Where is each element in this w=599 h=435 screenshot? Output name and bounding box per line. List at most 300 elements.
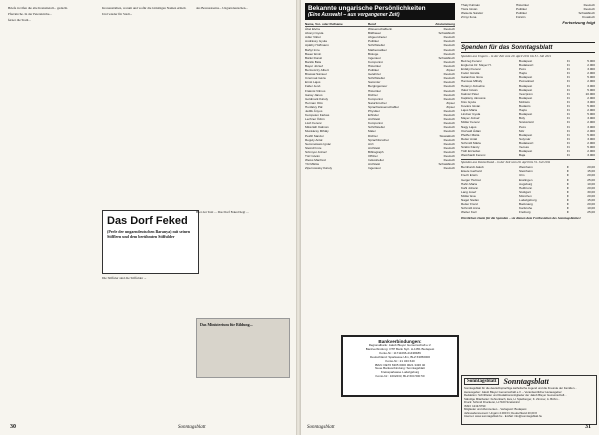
- table-cell: Lindner Gyula: [461, 112, 481, 117]
- table-cell: Architekt: [368, 145, 381, 150]
- table-cell: Budapest: [519, 83, 533, 88]
- table-cell: Ft: [567, 136, 570, 141]
- table-cell: Physiker: [368, 108, 380, 113]
- table-cell: Ihász István: [461, 87, 478, 92]
- table-cell: Ft: [567, 67, 570, 72]
- table-row: [461, 153, 595, 157]
- persons-section: [305, 3, 455, 333]
- bank-lines: [343, 344, 457, 379]
- table-cell: Komponist: [368, 96, 383, 101]
- table-cell: 3.000: [587, 153, 595, 158]
- table-cell: Deutsch: [443, 125, 455, 130]
- table-cell: Bayer József: [305, 63, 323, 68]
- table-cell: Politiker: [516, 11, 528, 16]
- table-cell: Ernst Lajos: [305, 80, 321, 85]
- table-cell: 3.000: [587, 136, 595, 141]
- table-cell: Historiker: [368, 63, 382, 68]
- table-cell: Jedlik Ányos: [305, 108, 323, 113]
- persons-col-origin: Abstammung: [435, 22, 455, 26]
- table-cell: Abgeordneter: [368, 35, 387, 40]
- table-cell: Heilbronn: [519, 185, 533, 190]
- table-cell: Ft: [567, 99, 570, 104]
- table-cell: Bergingenieur: [368, 84, 388, 89]
- table-cell: Munkácsy Mihály: [305, 129, 329, 134]
- brand-footer-left: Sonntagsblatt: [178, 425, 206, 430]
- table-cell: Sprachwissenschaftler: [368, 104, 399, 109]
- table-cell: Bartók Béla: [305, 59, 321, 64]
- donations-table-2: [461, 165, 595, 214]
- page-number-right: 31: [585, 424, 591, 430]
- table-cell: Hetényi Józsefné: [461, 83, 485, 88]
- table-cell: 3.000: [587, 124, 595, 129]
- table-cell: Deutsch: [443, 39, 455, 44]
- table-cell: 2.000: [587, 71, 595, 76]
- text-line: Jahresabonnement: Ungarn 2.000 Ft; Deutschland 20,00 €: [464, 410, 537, 415]
- table-cell: Reguly Antal: [305, 137, 323, 142]
- table-cell: Architekt: [368, 117, 381, 122]
- table-cell: Tisza István: [461, 7, 478, 12]
- table-cell: Ft: [567, 116, 570, 121]
- table-cell: Türr István: [305, 154, 320, 158]
- persons-col-name: Name, Vor- oder Rufname: [305, 22, 343, 26]
- table-cell: Solymár: [519, 136, 531, 141]
- table-cell: Budakeszi: [519, 140, 534, 145]
- table-cell: 30,00: [587, 189, 595, 194]
- persons-table: [305, 22, 455, 170]
- table-cell: Historiker: [368, 88, 382, 93]
- table-cell: Goldmark Károly: [305, 96, 329, 101]
- table-cell: Lang Josef: [461, 189, 477, 194]
- table-cell: Stuttgart: [519, 189, 531, 194]
- table-cell: 10.000: [585, 91, 595, 96]
- left-col1-para: Briefe in Ofen die alte Kreismetall... gedacht.: [8, 6, 69, 10]
- table-cell: Maler: [368, 129, 376, 134]
- table-cell: €: [567, 189, 569, 194]
- feked-article-box: [102, 210, 199, 274]
- table-cell: Eisele Gerhard: [461, 169, 482, 174]
- table-cell: Schriftsteller: [368, 43, 386, 48]
- table-cell: Deutsch: [443, 43, 455, 48]
- table-cell: 2.000: [587, 140, 595, 145]
- table-cell: Deutsch: [583, 3, 595, 7]
- table-cell: Weinheim: [519, 165, 533, 170]
- table-cell: Bibliograph: [368, 149, 384, 154]
- table-cell: Sprachforscher: [368, 137, 389, 142]
- table-cell: Deutsch: [443, 113, 455, 118]
- table-cell: Herman Ottó: [305, 100, 323, 105]
- table-cell: 25,00: [587, 177, 595, 182]
- table-cell: 2.000: [587, 79, 595, 84]
- table-cell: 25,00: [587, 210, 595, 215]
- persons-table-continued: [461, 3, 595, 25]
- table-cell: Apáthy Hoffmann: [305, 43, 329, 48]
- table-cell: €: [567, 202, 569, 207]
- left-page: [0, 0, 296, 435]
- table-cell: Zipernowsky Károly: [305, 166, 332, 171]
- table-cell: Deutsch: [443, 80, 455, 85]
- persons-rows: [305, 27, 455, 170]
- table-cell: Fraknói Vilmos: [305, 88, 326, 93]
- table-cell: Mathematiker: [368, 47, 387, 52]
- table-cell: Bauer Ervin: [305, 51, 322, 56]
- table-cell: Ft: [567, 128, 570, 133]
- imprint-box: [461, 375, 597, 425]
- table-cell: Kapitány Jánosné: [461, 95, 486, 100]
- table-cell: Abonyi Gyula: [305, 31, 324, 36]
- left-col3-para: des Bewusstseins... Ungarndeutschen...: [196, 6, 248, 10]
- brand-footer-right: Sonntagsblatt: [307, 425, 335, 430]
- table-cell: Kovács István: [461, 104, 481, 109]
- table-cell: Ft: [567, 120, 570, 125]
- table-cell: Deutsch: [443, 96, 455, 101]
- table-cell: 20,00: [587, 185, 595, 190]
- table-cell: 20,00: [587, 173, 595, 178]
- table-cell: Deutsch: [443, 145, 455, 150]
- table-cell: Budakeszi: [519, 63, 534, 68]
- left-column-1: [8, 6, 96, 426]
- donations-footer: Herzlichen Dank für die Spenden – sie dienen dem Fortbestehen des Sonntagsblattes!: [461, 216, 582, 221]
- table-cell: Reiter Franz: [461, 202, 479, 207]
- table-cell: €: [567, 165, 569, 170]
- table-cell: Schriftsteller: [368, 76, 386, 81]
- table-cell: Reiter Antal: [461, 136, 477, 141]
- table-cell: Deutsch: [443, 47, 455, 52]
- table-cell: Czermak Géza: [305, 76, 326, 81]
- table-cell: Bildhauer: [368, 31, 382, 36]
- table-cell: Ulm: [519, 173, 525, 178]
- table-cell: 2.000: [587, 120, 595, 125]
- table-cell: Deutsch: [443, 51, 455, 56]
- persons-footer: Fortsetzung folgt: [562, 20, 595, 26]
- table-cell: Deutsch: [443, 88, 455, 93]
- table-cell: 15,00: [587, 198, 595, 202]
- table-cell: Budapest: [519, 87, 533, 92]
- table-cell: Deutsch: [443, 27, 455, 32]
- table-cell: €: [567, 206, 569, 211]
- table-cell: €: [567, 185, 569, 190]
- text-line: Druck: Schmid Druckerei, H-7100 Szekszárd: [464, 400, 520, 404]
- table-cell: Ft: [567, 108, 570, 113]
- table-cell: Kalmár Péter: [461, 91, 480, 96]
- table-cell: Bernhardt Jakob: [461, 165, 484, 170]
- table-cell: Oszvald Ádám: [461, 128, 482, 133]
- text-line: Konto-Nr.: 11711096-21438489: [379, 350, 421, 355]
- table-cell: 2.000: [587, 63, 595, 68]
- persons-header-bar: [305, 3, 455, 20]
- donations-table: [461, 59, 595, 157]
- left-col2-para: Kronenstädten, warum und wofür die Gläubigen Namen erhielt.: [102, 6, 187, 10]
- table-cell: €: [567, 210, 569, 215]
- table-cell: Schwäbisch: [438, 31, 455, 36]
- text-line: Herausgeber: Jakob Bleyer Gemeinschaft e.V. – Verantwortlicher Herausgeber:: [464, 389, 563, 394]
- table-cell: Pécsvárad: [519, 79, 534, 84]
- table-cell: Deutsch: [443, 137, 455, 142]
- table-cell: Kiss Gyula: [461, 99, 476, 104]
- table-cell: €: [567, 193, 569, 198]
- table-cell: Hajós: [519, 108, 527, 113]
- table-cell: Geiger Helmut: [461, 177, 481, 182]
- table-cell: 3.000: [587, 99, 595, 104]
- table-cell: Szekszárd: [519, 120, 534, 125]
- table-cell: Esslingen: [519, 177, 533, 182]
- table-cell: Sammler: [368, 80, 381, 85]
- table-cell: Dichter: [368, 92, 378, 97]
- table-cell: Architekt: [368, 162, 381, 167]
- feked-subtitle: (Perle der ungarndeutschen Baranya) mit seinen Stifflern und dem berühmten Stiffulder: [107, 229, 190, 239]
- text-line: ISSN: 1219-5790: [464, 403, 486, 408]
- table-cell: Weiss Manfréd: [305, 158, 326, 163]
- table-cell: Ft: [567, 140, 570, 145]
- table-cell: Galambos Ilona: [461, 75, 483, 80]
- table-cell: Budapest: [519, 59, 533, 63]
- table-cell: Weinhardt Ferenc: [461, 153, 486, 158]
- persons-rows-2: [461, 3, 595, 19]
- table-cell: Steinheim: [519, 169, 533, 174]
- table-cell: 5.000: [587, 112, 595, 117]
- table-cell: Ft: [567, 144, 570, 149]
- table-cell: Bezzeg Ferenc: [461, 59, 482, 63]
- table-cell: Schmidt Anna: [461, 206, 481, 211]
- table-cell: Hahn Maria: [461, 181, 477, 186]
- table-cell: Ft: [567, 124, 570, 129]
- table-cell: Veszprém: [519, 91, 533, 96]
- table-cell: Arzt: [368, 141, 374, 146]
- table-cell: Kahl Johann: [461, 185, 479, 190]
- table-cell: 15,00: [587, 169, 595, 174]
- table-cell: Thaly Kálmán: [461, 3, 480, 7]
- table-cell: 10,00: [587, 206, 595, 211]
- table-cell: €: [567, 173, 569, 178]
- table-row: [461, 15, 595, 19]
- table-cell: Ingenieur: [368, 55, 381, 60]
- table-cell: Backnang: [519, 202, 533, 207]
- table-cell: Politiker: [368, 39, 380, 44]
- table-cell: Ludwigsburg: [519, 198, 537, 202]
- table-cell: Ft: [567, 71, 570, 76]
- table-cell: 2.000: [587, 149, 595, 154]
- table-cell: Deutsch: [443, 84, 455, 89]
- table-cell: Andrássy Gyula: [305, 39, 327, 44]
- table-cell: Deutsch: [443, 72, 455, 77]
- donations-title: Spenden für das Sonntagsblatt: [461, 42, 595, 53]
- table-cell: Deutsch: [443, 154, 455, 158]
- table-cell: Frech Erwin: [461, 173, 478, 178]
- table-cell: Offizier: [368, 154, 378, 158]
- table-cell: Vecsés: [519, 144, 529, 149]
- table-cell: €: [567, 181, 569, 186]
- table-cell: Fodor Gizella: [461, 71, 480, 76]
- table-cell: Baja: [519, 153, 526, 158]
- table-cell: 5.000: [587, 59, 595, 63]
- table-cell: €: [567, 169, 569, 174]
- table-cell: Schwäbisch: [438, 162, 455, 167]
- table-cell: Politiker: [516, 7, 528, 12]
- table-cell: Szinnyei József: [305, 149, 327, 154]
- donations-section: [461, 42, 595, 372]
- gray-info-box: [196, 318, 290, 378]
- table-cell: Augsburg: [519, 181, 533, 186]
- table-cell: Szabó Károly: [461, 144, 480, 149]
- table-cell: Zipser: [446, 104, 455, 109]
- table-cell: Slowakisch: [439, 133, 455, 138]
- table-row: [305, 166, 455, 170]
- table-cell: Garay János: [305, 92, 323, 97]
- table-cell: Naturforscher: [368, 100, 387, 105]
- table-cell: Petőfi Sándor: [305, 133, 324, 138]
- table-cell: Semmelweis Ignác: [305, 141, 331, 146]
- table-cell: 3.000: [587, 83, 595, 88]
- table-cell: Lechner Ödön: [305, 117, 325, 122]
- right-page: [301, 0, 599, 435]
- table-cell: Wekerle Sándor: [461, 11, 484, 16]
- table-cell: Komponist: [368, 121, 383, 126]
- table-cell: Deutsch: [443, 149, 455, 154]
- table-cell: Deutsch: [443, 166, 455, 171]
- table-cell: Biologe: [368, 51, 379, 56]
- table-cell: Hunfalvy Pál: [305, 104, 323, 109]
- table-cell: €: [567, 177, 569, 182]
- table-cell: Ábel Elvira: [305, 27, 320, 32]
- left-column-2-lower: [102, 276, 192, 426]
- table-cell: Ft: [567, 95, 570, 100]
- table-cell: Ft: [567, 91, 570, 96]
- table-cell: Ft: [567, 153, 570, 158]
- table-cell: Schmidt Mária: [461, 140, 481, 145]
- feked-body: Die Stiffuler sind die Stiffulder ...: [102, 276, 147, 280]
- table-cell: Deutsch: [443, 76, 455, 81]
- table-cell: Ft: [567, 59, 570, 63]
- table-cell: Hajós: [519, 71, 527, 76]
- text-line: Ständige Mitarbeiter: Fehrenbach, Eva, H. Spielberger, K. Zimmer, A. Böhm...: [464, 396, 560, 401]
- page-number-left: 30: [10, 424, 16, 430]
- table-cell: 2.000: [587, 128, 595, 133]
- table-cell: 5.000: [587, 104, 595, 109]
- table-cell: Deutsch: [583, 7, 595, 12]
- table-cell: Karlsruhe: [519, 206, 533, 211]
- donations-subtitle-2: Spenden aus Deutschland – in der Zeit vom 20. April bis 31. Juli 2011: [461, 159, 595, 164]
- imprint-logo: Sonntagsblatt: [464, 378, 499, 385]
- table-cell: Komponist: [368, 59, 383, 64]
- text-line: Kreissparkasse Ludwigsburg: [380, 370, 420, 375]
- table-cell: München: [519, 193, 532, 198]
- table-cell: Steindl Imre: [305, 145, 322, 150]
- table-cell: Deutsch: [443, 92, 455, 97]
- table-cell: Bahyl Imre: [305, 47, 320, 52]
- table-cell: Kempelen Farkas: [305, 113, 330, 118]
- table-cell: Deutsch: [443, 108, 455, 113]
- table-cell: Fürstin: [516, 15, 526, 20]
- table-cell: 5.000: [587, 87, 595, 92]
- table-cell: €: [567, 198, 569, 202]
- table-cell: 3.000: [587, 67, 595, 72]
- table-cell: 20,00: [587, 165, 595, 170]
- left-col1-para: ferner die Stadt...: [8, 18, 31, 23]
- table-cell: Budapest: [519, 149, 533, 154]
- table-cell: Ft: [567, 149, 570, 154]
- table-cell: Ingenieur: [368, 166, 381, 171]
- table-cell: Müller Eva: [461, 193, 476, 198]
- text-line: Konto-Nr.: 21 343 640: [385, 358, 415, 363]
- imprint-lines: [462, 387, 596, 419]
- left-column-2: [102, 6, 190, 206]
- table-cell: Deutsch: [443, 35, 455, 40]
- persons-subtitle: (Eine Auswahl – aus vergangener Zeit): [308, 12, 400, 18]
- table-cell: Faller Jenő: [305, 84, 321, 89]
- table-cell: Budapest: [519, 95, 533, 100]
- table-cell: 2.000: [587, 108, 595, 113]
- table-cell: Tóth Erzsébet: [461, 149, 481, 154]
- table-cell: 10,00: [587, 181, 595, 186]
- table-cell: Schriftsteller: [368, 125, 386, 130]
- table-cell: Kroatisch: [582, 15, 595, 20]
- table-cell: Lajos Mária: [461, 108, 477, 113]
- table-cell: Berzeviczy Albert: [305, 68, 329, 73]
- text-line: Sonntagsblatt für die deutschsprachige katholische Jugend und die Freunde der Familien...: [464, 386, 577, 390]
- table-cell: Adler Viktor: [305, 35, 321, 40]
- feked-title: Das Dorf Feked: [107, 215, 188, 227]
- persons-title: Bekannte ungarische Persönlichkeiten: [308, 5, 426, 12]
- table-cell: Deutsch: [443, 63, 455, 68]
- donations-subtitle: Spenden aus Ungarn – in der Zeit vom 20. April 2011 bis 31. Juli 2011: [461, 54, 552, 58]
- text-line: Regionalbank: Jakob Bleyer Gemeinschaft e.V.: [368, 343, 432, 347]
- table-cell: Pécs: [519, 124, 526, 129]
- table-cell: Englerné Dr. Mayer H.: [461, 63, 492, 68]
- table-cell: Historiker: [516, 3, 530, 7]
- table-cell: Schwäbisch: [438, 55, 455, 60]
- table-cell: Müller Ferenc: [461, 120, 480, 125]
- table-cell: Budapest: [519, 132, 533, 137]
- table-cell: Deutsch: [443, 117, 455, 122]
- table-row: [461, 210, 595, 214]
- text-line: Internet: www.sonntagsblatt.hu · E-Mail: info@sonntagsblatt.hu: [464, 414, 543, 418]
- left-column-3: [196, 6, 288, 206]
- table-cell: Freiburg: [519, 210, 531, 215]
- table-cell: Nagel Stefan: [461, 198, 479, 202]
- table-cell: Budapest: [519, 112, 533, 117]
- table-cell: Hamvas Mihály: [461, 79, 483, 84]
- table-cell: Erfinder: [368, 113, 379, 118]
- table-cell: Budaörs: [519, 104, 531, 109]
- table-cell: Wissenschaftlerin: [368, 27, 393, 32]
- table-cell: Weber Karl: [461, 210, 477, 215]
- gray-box-title: Das Ministerium für Bildung...: [200, 322, 253, 327]
- table-cell: 5.000: [587, 144, 595, 149]
- text-line: IBAN: DE76 6305 0000 0021 3436 40: [374, 362, 426, 367]
- table-cell: Liszt Ferenc: [305, 121, 322, 126]
- text-line: Redaktion: Schriftleiter und Redaktionsmitglieder der Jakob Bleyer Gemeinschaft...: [464, 393, 567, 397]
- table-cell: Pfeiffer Mária: [461, 132, 480, 137]
- text-line: Bankverbindung: OTP Bank Nyrt. H-1051 Budapest: [365, 346, 435, 351]
- text-line: Deutschland: Sparkasse Ulm, BLZ 63050000: [369, 354, 431, 359]
- table-cell: Industrieller: [368, 158, 384, 163]
- table-cell: Ft: [567, 63, 570, 68]
- table-cell: Ft: [567, 104, 570, 109]
- table-cell: Mohács: [519, 99, 530, 104]
- table-cell: Nagy Lajos: [461, 124, 477, 129]
- table-cell: Gelehrter: [368, 72, 381, 77]
- table-cell: Deutsch: [443, 121, 455, 126]
- bank-info-box: [341, 335, 459, 397]
- persons-col-profession: Beruf: [368, 22, 377, 26]
- left-column-3-lower: [196, 210, 288, 315]
- text-line: Konto-Nr.: 1002233, BLZ 604 500 50: [375, 374, 425, 379]
- table-cell: Brassai Sámuel: [305, 72, 327, 77]
- table-cell: Ft: [567, 112, 570, 117]
- table-cell: Zipser: [446, 68, 455, 73]
- table-cell: Ft: [567, 132, 570, 137]
- left-col2-para: Und wieder für Stadt...: [102, 12, 133, 17]
- table-cell: Mór: [519, 128, 525, 133]
